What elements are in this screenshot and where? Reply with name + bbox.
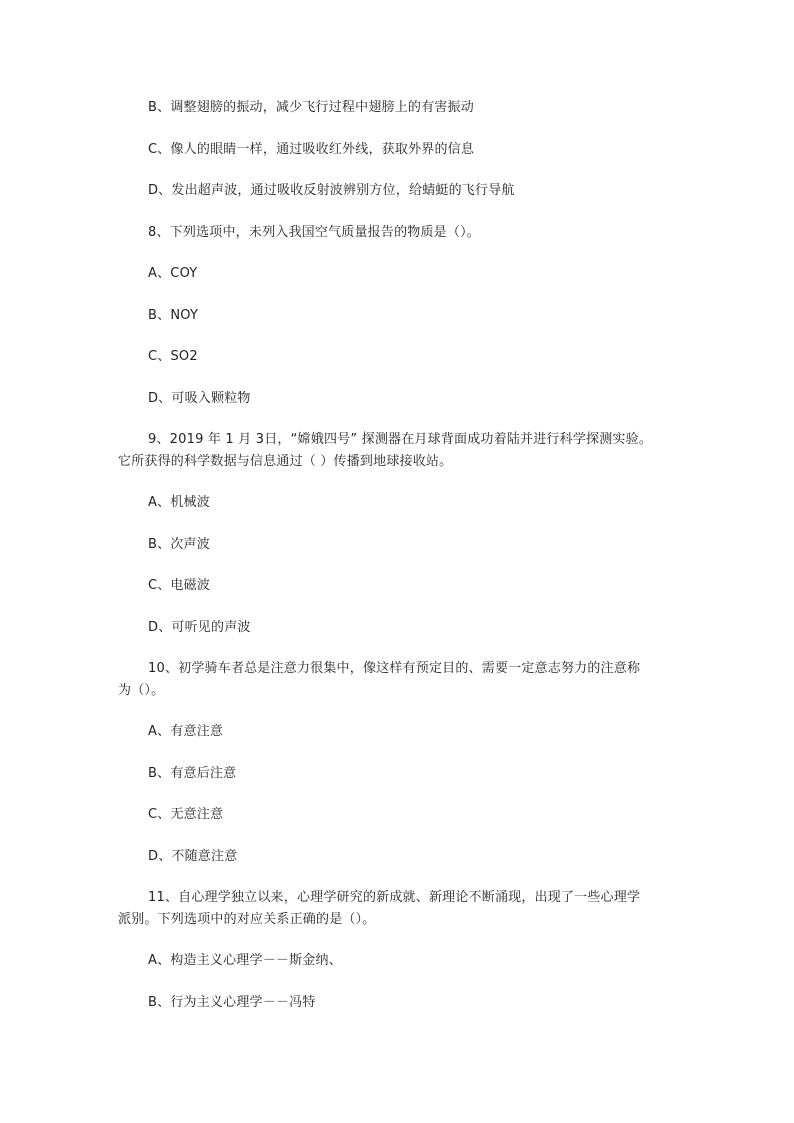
q11-stem-line1: 11、自心理学独立以来，心理学研究的新成就、新理论不断涌现，出现了一些心理学 [148, 890, 641, 905]
q8-option-a: A、COY [148, 266, 198, 281]
q11-stem-line2: 派别。下列选项中的对应关系正确的是（）。 [118, 912, 376, 927]
q8-option-d: D、可吸入颗粒物 [148, 391, 251, 406]
q9-option-c: C、电磁波 [148, 578, 211, 593]
q9-stem-line2: 它所获得的科学数据与信息通过（ ）传播到地球接收站。 [118, 454, 453, 469]
q9-option-d: D、可听见的声波 [148, 620, 251, 635]
q7-option-b: B、调整翅膀的振动，减少飞行过程中翅膀上的有害振动 [148, 100, 474, 115]
q8-stem: 8、下列选项中，未列入我国空气质量报告的物质是（）。 [148, 225, 480, 240]
q10-option-b: B、有意后注意 [148, 766, 237, 781]
q10-option-c: C、无意注意 [148, 807, 224, 822]
q8-option-b: B、NOY [148, 308, 199, 323]
q7-option-d: D、发出超声波，通过吸收反射波辨别方位，给蜻蜓的飞行导航 [148, 183, 515, 198]
q8-option-c: C、SO2 [148, 349, 198, 364]
q10-option-a: A、有意注意 [148, 724, 224, 739]
q7-option-c: C、像人的眼睛一样，通过吸收红外线，获取外界的信息 [148, 142, 475, 157]
q9-option-a: A、机械波 [148, 495, 210, 510]
q9-stem-line1: 9、2019 年 1 月 3日，“嫦娥四号” 探测器在月球背面成功着陆并进行科学探测实验。 [148, 432, 653, 447]
q9-option-b: B、次声波 [148, 537, 210, 552]
q10-option-d: D、不随意注意 [148, 849, 238, 864]
q10-stem-line2: 为（）。 [118, 683, 165, 698]
q11-option-b: B、行为主义心理学－－冯特 [148, 995, 316, 1010]
q11-option-a: A、构造主义心理学－－斯金纳、 [148, 953, 342, 968]
q10-stem-line1: 10、初学骑车者总是注意力很集中，像这样有预定目的、需要一定意志努力的注意称 [148, 661, 641, 676]
